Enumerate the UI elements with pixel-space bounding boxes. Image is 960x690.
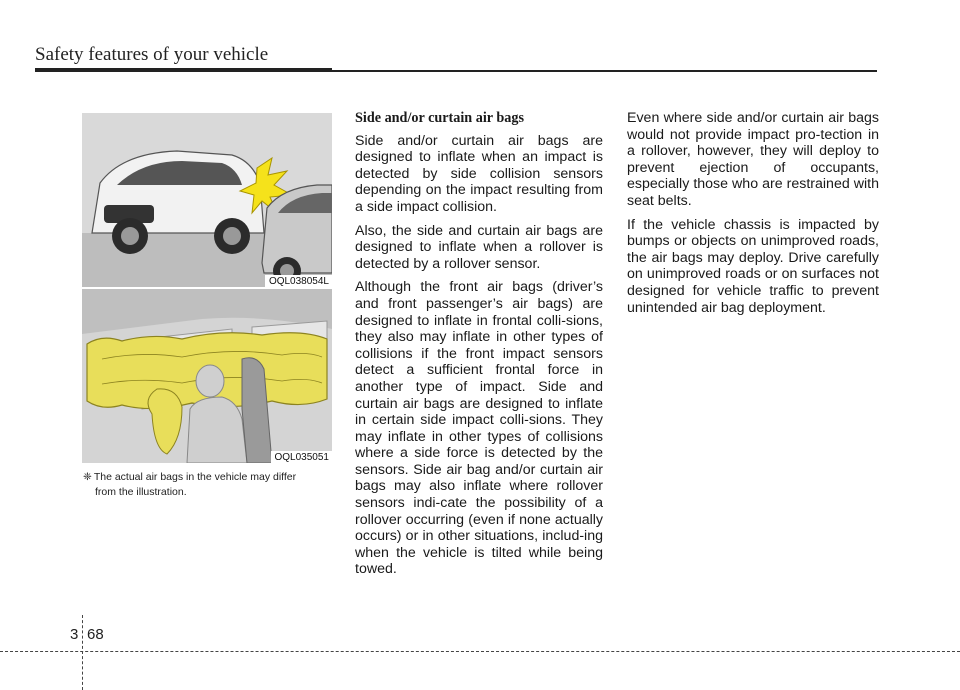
footer-divider-horizontal [0, 651, 960, 652]
content-column-middle [355, 110, 603, 585]
note-mark: ❈ [83, 471, 92, 483]
page-header-title: Safety features of your vehicle [35, 44, 269, 65]
header-rule-thin [332, 70, 877, 72]
paragraph: Even where side and/or curtain air bags would not provide impact pro-tection in a rollover, however, they will deploy to prevent ejection of occupants, especially those who are restrained with seat belts. [627, 110, 879, 209]
header-rule [35, 68, 332, 72]
content-column-right [627, 110, 879, 323]
paragraph: Although the front air bags (driver’s and front passenger’s air bags) are designed to inflate in frontal colli-sions, they also may inflate in other types of collisions if the front impact sensors detect a sufficient frontal force in another type of impact. Side and curtain air bags are designed to inflate in certain side impact colli-sions. They may inflate in other types of collisions where a side force is detected by the sensors. Side air bag and/or curtain air bags may also inflate where rollover sensors indi-cate the possibility of a rollover occurring (even if none actually occurs) or in other situations, includ-ing when the vehicle is tilted while being towed. [355, 279, 603, 578]
page-number: 68 [87, 626, 104, 643]
paragraph: If the vehicle chassis is impacted by bumps or objects on unimproved roads, the air bags may deploy. Drive carefully on unimproved roads or on surfaces not designed for vehicle traffic to prevent unintended air bag deployment. [627, 216, 879, 316]
caption-line-1: The actual air bags in the vehicle may differ [93, 471, 297, 483]
footer-divider-vertical [82, 615, 83, 690]
figure-caption [83, 470, 333, 500]
figure-code-label: OQL035051 [271, 451, 333, 463]
caption-line-2: from the illustration. [95, 486, 187, 498]
section-heading: Side and/or curtain air bags [355, 110, 524, 126]
paragraph: Also, the side and curtain air bags are designed to inflate when a rollover is detected by a rollover sensor. [355, 222, 603, 272]
curtain-airbag-illustration [82, 289, 332, 463]
figure-code-label: OQL038054L [265, 275, 332, 287]
paragraph: Side and/or curtain air bags are designed to inflate when an impact is detected by side collision sensors depending on the impact resulting from a side impact collision. [355, 132, 603, 215]
chapter-number: 3 [70, 626, 79, 643]
side-collision-illustration [82, 113, 332, 287]
